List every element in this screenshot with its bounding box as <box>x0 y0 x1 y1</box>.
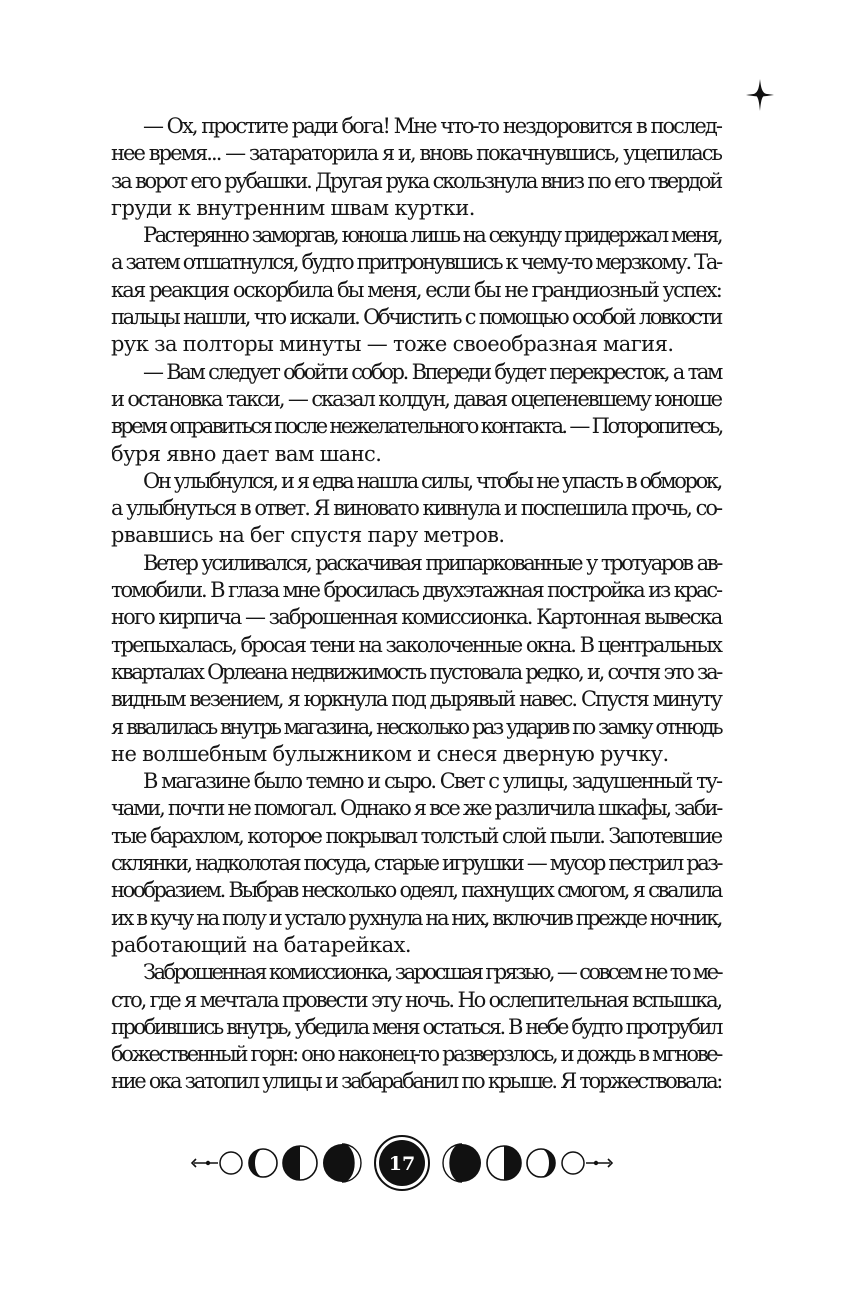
moon-icon-left-4 <box>323 1144 361 1182</box>
moon-icon-left-3 <box>283 1146 317 1180</box>
text-line: нее время... — затараторила я и, вновь покачнувшись, уцепилась <box>111 141 721 166</box>
page-number: 17 <box>388 1153 416 1175</box>
text-line: сто, где я мечтала провести эту ночь. Но ослепительная вспышка, <box>111 987 721 1012</box>
text-line: буря явно дает вам шанс. <box>111 441 382 466</box>
text-line: и остановка такси, — сказал колдун, давая оцепеневшему юноше <box>111 386 721 411</box>
text-line: не волшебным булыжником и снеся дверную ручку. <box>111 741 669 766</box>
text-line: томобили. В глаза мне бросилась двухэтажная постройка из крас- <box>111 578 721 603</box>
text-line: Ветер усиливался, раскачивая припаркованные у тротуаров ав- <box>143 550 721 575</box>
cross-star-icon <box>741 76 779 114</box>
moon-icon-left-1 <box>220 1152 242 1174</box>
moon-icon-right-4 <box>443 1144 481 1182</box>
moon-icon-right-1 <box>562 1152 584 1174</box>
page-number-badge <box>375 1136 429 1190</box>
text-line: В магазине было темно и сыро. Свет с улицы, задушенный ту- <box>143 769 721 794</box>
text-line: трепыхалась, бросая тени на заколоченные окна. В центральных <box>111 632 721 657</box>
text-line: а затем отшатнулся, будто притронувшись к чему-то мерзкому. Та- <box>111 250 721 275</box>
moon-icon-right-3 <box>487 1146 521 1180</box>
text-line: рук за полторы минуты — тоже своеобразная магия. <box>111 332 674 357</box>
text-line: чами, почти не помогал. Однако я все же различила шкафы, заби- <box>111 796 722 821</box>
text-line: груди к внутренним швам куртки. <box>111 195 475 220</box>
text-line: ние ока затопил улицы и забарабанил по крыше. Я торжествовала: <box>111 1069 721 1094</box>
text-line: кварталах Орлеана недвижимость пустовала редко, и, сочтя это за- <box>111 659 721 684</box>
text-line: видным везением, я юркнула под дырявый навес. Спустя минуту <box>111 687 721 712</box>
text-line: время оправиться после нежелательного контакта. — Поторопитесь, <box>111 414 722 439</box>
text-line: работающий на батарейках. <box>111 932 412 957</box>
text-line: пальцы нашли, что искали. Обчистить с помощью особой ловкости <box>111 305 721 330</box>
moon-icon-left-2 <box>249 1149 277 1177</box>
text-line: я ввалилась внутрь магазина, несколько раз ударив по замку отнюдь <box>111 714 721 739</box>
text-line: кая реакция оскорбила бы меня, если бы не грандиозный успех: <box>111 277 721 302</box>
body-text <box>111 113 721 1096</box>
moon-phase-folio <box>190 1133 614 1193</box>
text-line: за ворот его рубашки. Другая рука скользнула вниз по его твердой <box>111 168 721 193</box>
text-line: нообразием. Выбрав несколько одеял, пахнущих смогом, я свалила <box>111 878 721 903</box>
text-line: Растерянно заморгав, юноша лишь на секунду придержал меня, <box>143 223 721 248</box>
text-line: — Вам следует обойти собор. Впереди будет перекресток, а там <box>143 359 721 384</box>
text-line: ного кирпича — заброшенная комиссионка. Картонная вывеска <box>111 605 722 630</box>
text-line: Он улыбнулся, и я едва нашла силы, чтобы не упасть в обморок, <box>143 468 721 493</box>
moon-icon-right-2 <box>527 1149 555 1177</box>
text-line: божественный горн: оно наконец-то разверзлось, и дождь в мгнове- <box>111 1042 721 1067</box>
text-line: склянки, надколотая посуда, старые игрушки — мусор пестрил раз- <box>111 851 721 876</box>
text-line: их в кучу на полу и устало рухнула на них, включив прежде ночник, <box>111 905 721 930</box>
text-line: Заброшенная комиссионка, заросшая грязью, — совсем не то ме- <box>143 960 721 985</box>
text-line: — Ох, простите ради бога! Мне что-то нездоровится в послед- <box>143 114 721 138</box>
text-line: рвавшись на бег спустя пару метров. <box>111 523 505 548</box>
text-line: а улыбнуться в ответ. Я виновато кивнула и поспешила прочь, со- <box>111 496 721 521</box>
text-line: пробившись внутрь, убедила меня остаться. В небе будто протрубил <box>111 1014 721 1039</box>
text-line: тые барахлом, которое покрывал толстый слой пыли. Запотевшие <box>111 823 721 848</box>
